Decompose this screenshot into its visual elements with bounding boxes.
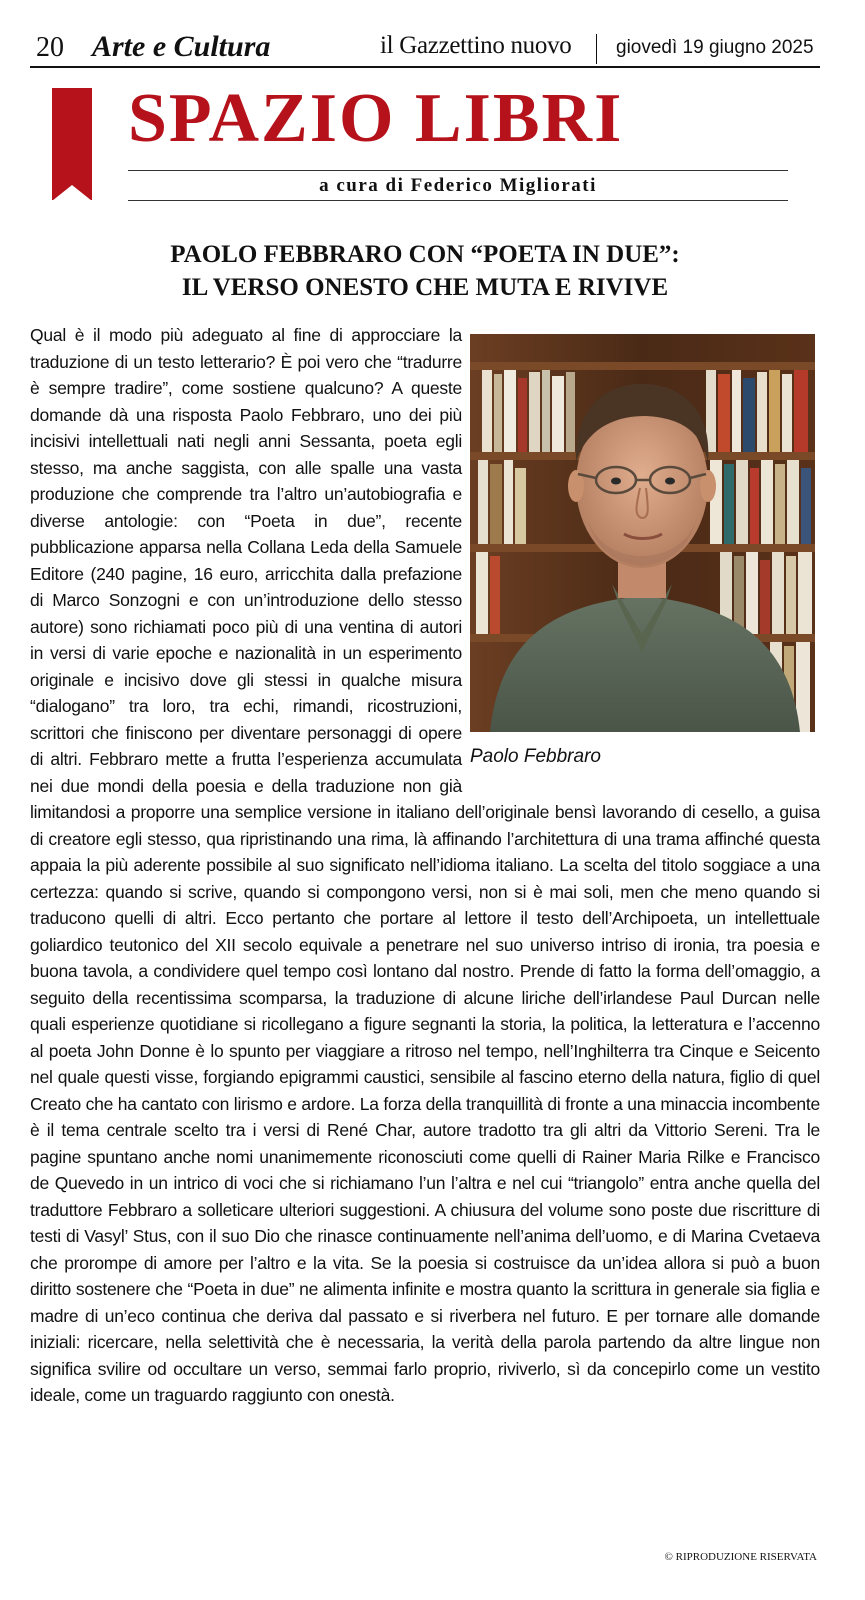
- headline-line-1: PAOLO FEBBRARO CON “POETA IN DUE”:: [170, 241, 680, 268]
- article-body: [30, 322, 820, 1409]
- bookmark-ribbon-icon: [52, 88, 92, 200]
- rubric-title: SPAZIO LIBRI: [128, 80, 624, 157]
- section-title: Arte e Cultura: [92, 30, 271, 63]
- page-header: [30, 28, 820, 68]
- headline-line-2: IL VERSO ONESTO CHE MUTA E RIVIVE: [181, 274, 669, 301]
- article-headline: [30, 238, 820, 304]
- photo-caption: Paolo Febbraro: [470, 746, 601, 767]
- rubric-divider-top: [128, 170, 788, 171]
- header-divider: [596, 34, 597, 64]
- newspaper-name: il Gazzettino nuovo: [380, 32, 572, 59]
- photo-spacer: [462, 322, 820, 784]
- copyright-notice: © RIPRODUZIONE RISERVATA: [664, 1551, 817, 1563]
- article-body-text: Qual è il modo più adeguato al fine di approcciare la traduzione di un testo letterario? È poi vero che “tradurre è sempre tradire”, come sostiene qualcuno? A queste domande dà una risposta Paolo Febbraro, uno dei più incisivi intellettuali nati negli anni Sessanta, poeta egli stesso, ma anche saggista, con alle spalle una vasta produzione che comprende tra l’altro un’autobiografia e diverse antologie: con “Poeta in due”, recente pubblicazione apparsa nella Collana Leda della Samuele Editore (240 pagine, 16 euro, arricchita dalla prefazione di Marco Sonzogni e con un’introduzione dello stesso autore) sono richiamati poco più di una ventina di autori in versi di varie epoche e nazionalità in un esperimento originale e incisivo dove gli stessi in qualche misura “dialogano” tra loro, tra echi, rimandi, ricostruzioni, scrittori che finiscono per diventare personaggi di opere di altri. Febbraro mette a frutta l’esperienza accumulata nei due mondi della poesia e della traduzione non già limitandosi a proporre una semplice versione in italiano dell’originale bensì lavorando di cesello, a guisa di creatore egli stesso, qua ripristinando una rima, là affinando l’architettura di una trama affinché questa appaia la più aderente possibile al suo significato nell’idioma italiano. La scelta del titolo soggiace a una certezza: quando si scrive, quando si compongono versi, non si è mai soli, men che meno quando si traducono quelli di altri. Ecco pertanto che portare al lettore il testo dell’Archipoeta, un intellettuale goliardico teutonico del XII secolo equivale a penetrare nel suo universo intriso di ironia, tra poesia e buona tavola, a condividere quel tempo così lontano dal nostro. Prende di fatto la forma dell’omaggio, a seguito della recentissima scomparsa, la traduzione di alcune liriche dell’irlandese Paul Durcan nelle quali esperienze quotidiane si ricollegano a figure segnanti la storia, la politica, la letteratura e l’accenno al poeta John Donne è lo spunto per viaggiare a ritroso nel tempo, nell’Inghilterra tra Cinque e Seicento nel quale questi visse, forgiando epigrammi caustici, sensibile al fascino eterno della natura, figlio di quel Creato che ha cantato con lirismo e ardore. La forza della tranquillità di fronte a una minaccia incombente è il tema centrale scelto tra i versi di René Char, autore tradotto tra gli altri da Vittorio Sereni. Tra le pagine spuntano anche nomi unanimemente riconosciuti come quelli di Rainer Maria Rilke e Francisco de Quevedo in un intrico di voci che si richiamano l’un l’altra e nel cui “triangolo” entra anche quella del traduttore Febbraro a solleticare ulteriori suggestioni. A chiusura del volume sono poste due riscritture di testi di Vasyl’ Stus, con il suo Dio che rinasce continuamente nell’anima dell’uomo, e di Marina Cvetaeva che prorompe di amore per l’altro e la vita. Se la poesia si costruisce da un’idea allora si può a buon diritto sostenere che “Poeta in due” ne alimenta infinite e mostra quanto la scrittura in generale sia figlia e madre di un’eco continua che deriva dal passato e si riverbera nel futuro. E per tornare alle domande iniziali: ricercare, nella selettività che è necessaria, la verità della parola partendo da altre lingue non significa svilire od occultare un verso, semmai farlo proprio, riviverlo, sì da concepirlo come un vestito ideale, come un traguardo raggiunto con onestà.: [30, 325, 820, 1405]
- issue-date: giovedì 19 giugno 2025: [616, 37, 814, 58]
- rubric-divider-bottom: [128, 200, 788, 201]
- rubric-curator: a cura di Federico Migliorati: [319, 175, 597, 196]
- page-number: 20: [36, 32, 64, 63]
